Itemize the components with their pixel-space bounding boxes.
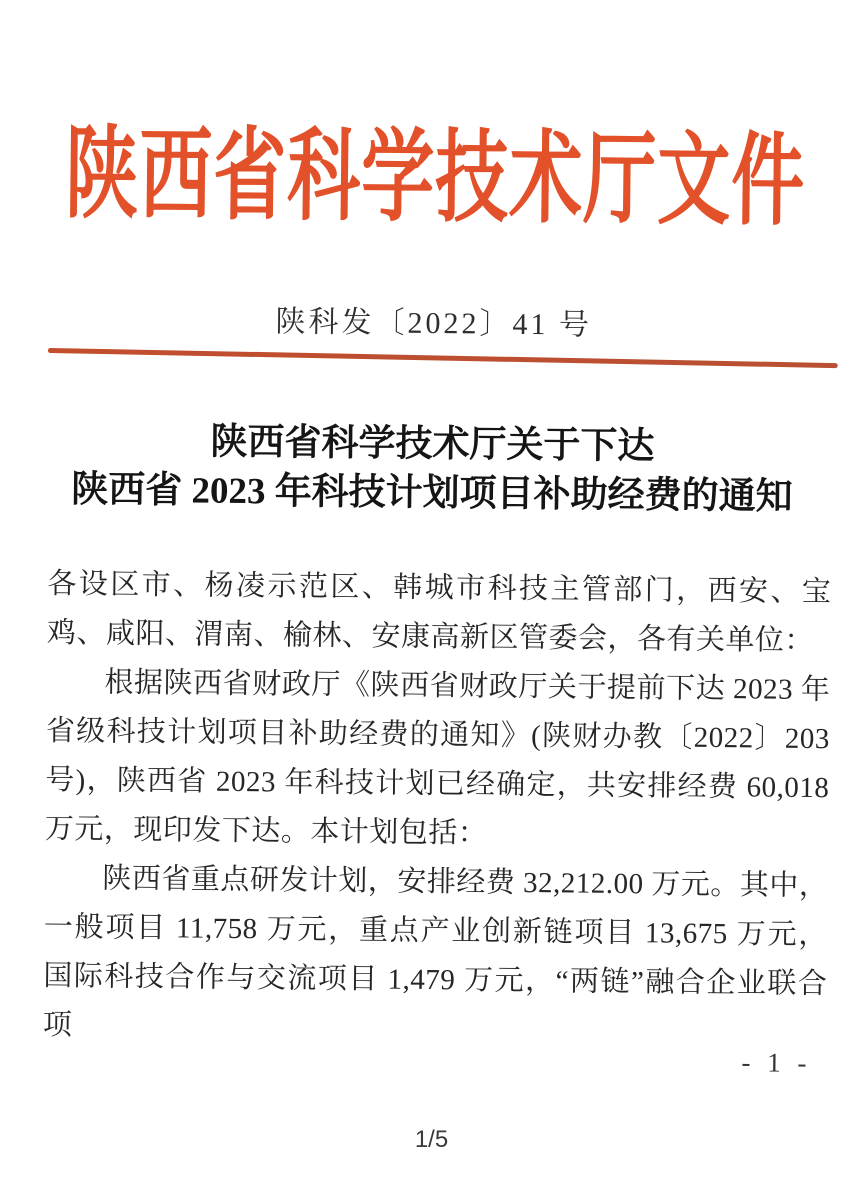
pagination-indicator: 1/5	[414, 1126, 449, 1153]
salutation-paragraph: 各设区市、杨凌示范区、韩城市科技主管部门，西安、宝鸡、咸阳、渭南、榆林、安康高新区管委会，各有关单位：	[46, 567, 832, 658]
document-title	[0, 415, 863, 522]
body-paragraph-1: 根据陕西省财政厅《陕西省财政厅关于提前下达 2023 年省级科技计划项目补助经费的通知》(陕财办教〔2022〕203 号)，陕西省 2023 年科技计划已经确定，共安排经费 60,018 万元，现印发下达。本计划包括：	[44, 666, 831, 850]
document-number: 陕科发〔2022〕41 号	[275, 305, 593, 342]
document-title-line1: 陕西省科学技术厅关于下达	[210, 421, 655, 468]
body-paragraph-2: 陕西省重点研发计划，安排经费 32,212.00 万元。其中，一般项目 11,758 万元，重点产业创新链项目 13,675 万元，国际科技合作与交流项目 1,479 万元，“两链”融合企业联合项	[42, 862, 829, 1042]
agency-letterhead: 陕西省科学技术厅文件	[64, 118, 806, 238]
page-number: - 1 -	[741, 1047, 812, 1079]
document-title-line2: 陕西省 2023 年科技计划项目补助经费的通知	[70, 469, 793, 518]
red-divider-line	[48, 348, 838, 368]
document-body	[43, 560, 832, 1058]
